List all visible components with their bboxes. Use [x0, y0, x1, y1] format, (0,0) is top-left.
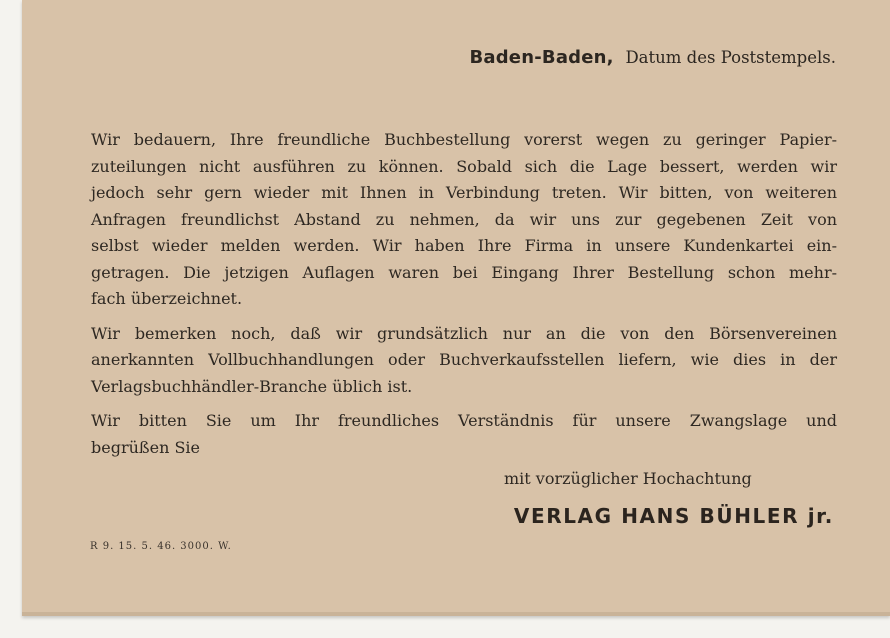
postcard [22, 0, 890, 616]
text-line: Wir bemerken noch, daß wir grundsätzlich nur an die von den Börsenvereinen [91, 323, 837, 343]
letter-header [469, 47, 836, 68]
text-line: selbst wieder melden werden. Wir haben Ihre Firma in unsere Kundenkartei ein- [91, 236, 837, 255]
paragraph-1 [91, 127, 837, 313]
text-line: zuteilungen nicht ausführen zu können. Sobald sich die Lage bessert, werden wir [91, 156, 837, 176]
text-line: fach überzeichnet. [91, 289, 243, 308]
text-line: begrüßen Sie [91, 437, 200, 457]
text-line: Verlagsbuchhändler-Branche üblich ist. [91, 376, 413, 396]
publisher-signature: VERLAG HANS BÜHLER jr. [513, 504, 834, 528]
city-name: Baden-Baden, [469, 47, 614, 68]
text-line: Wir bitten Sie um Ihr freundliches Verständnis für unsere Zwangslage und [91, 411, 837, 430]
text-line: Wir bedauern, Ihre freundliche Buchbestellung vorerst wegen zu geringer Papier- [91, 130, 837, 149]
text-line: getragen. Die jetzigen Auflagen waren bei Eingang Ihrer Bestellung schon mehr- [91, 262, 837, 282]
closing-salutation: mit vorzüglicher Hochachtung [504, 469, 752, 488]
paragraph-2 [91, 321, 837, 401]
print-code: R 9. 15. 5. 46. 3000. W. [90, 541, 232, 552]
text-line: Anfragen freundlichst Abstand zu nehmen, da wir uns zur gegebenen Zeit von [91, 209, 837, 229]
text-line: jedoch sehr gern wieder mit Ihnen in Verbindung treten. Wir bitten, von weiteren [91, 183, 837, 202]
date-note: Datum des Poststempels. [625, 48, 836, 67]
letter-body [91, 127, 837, 469]
paragraph-3 [91, 408, 837, 461]
text-line: anerkannten Vollbuchhandlungen oder Buchverkaufsstellen liefern, wie dies in der [91, 350, 837, 369]
